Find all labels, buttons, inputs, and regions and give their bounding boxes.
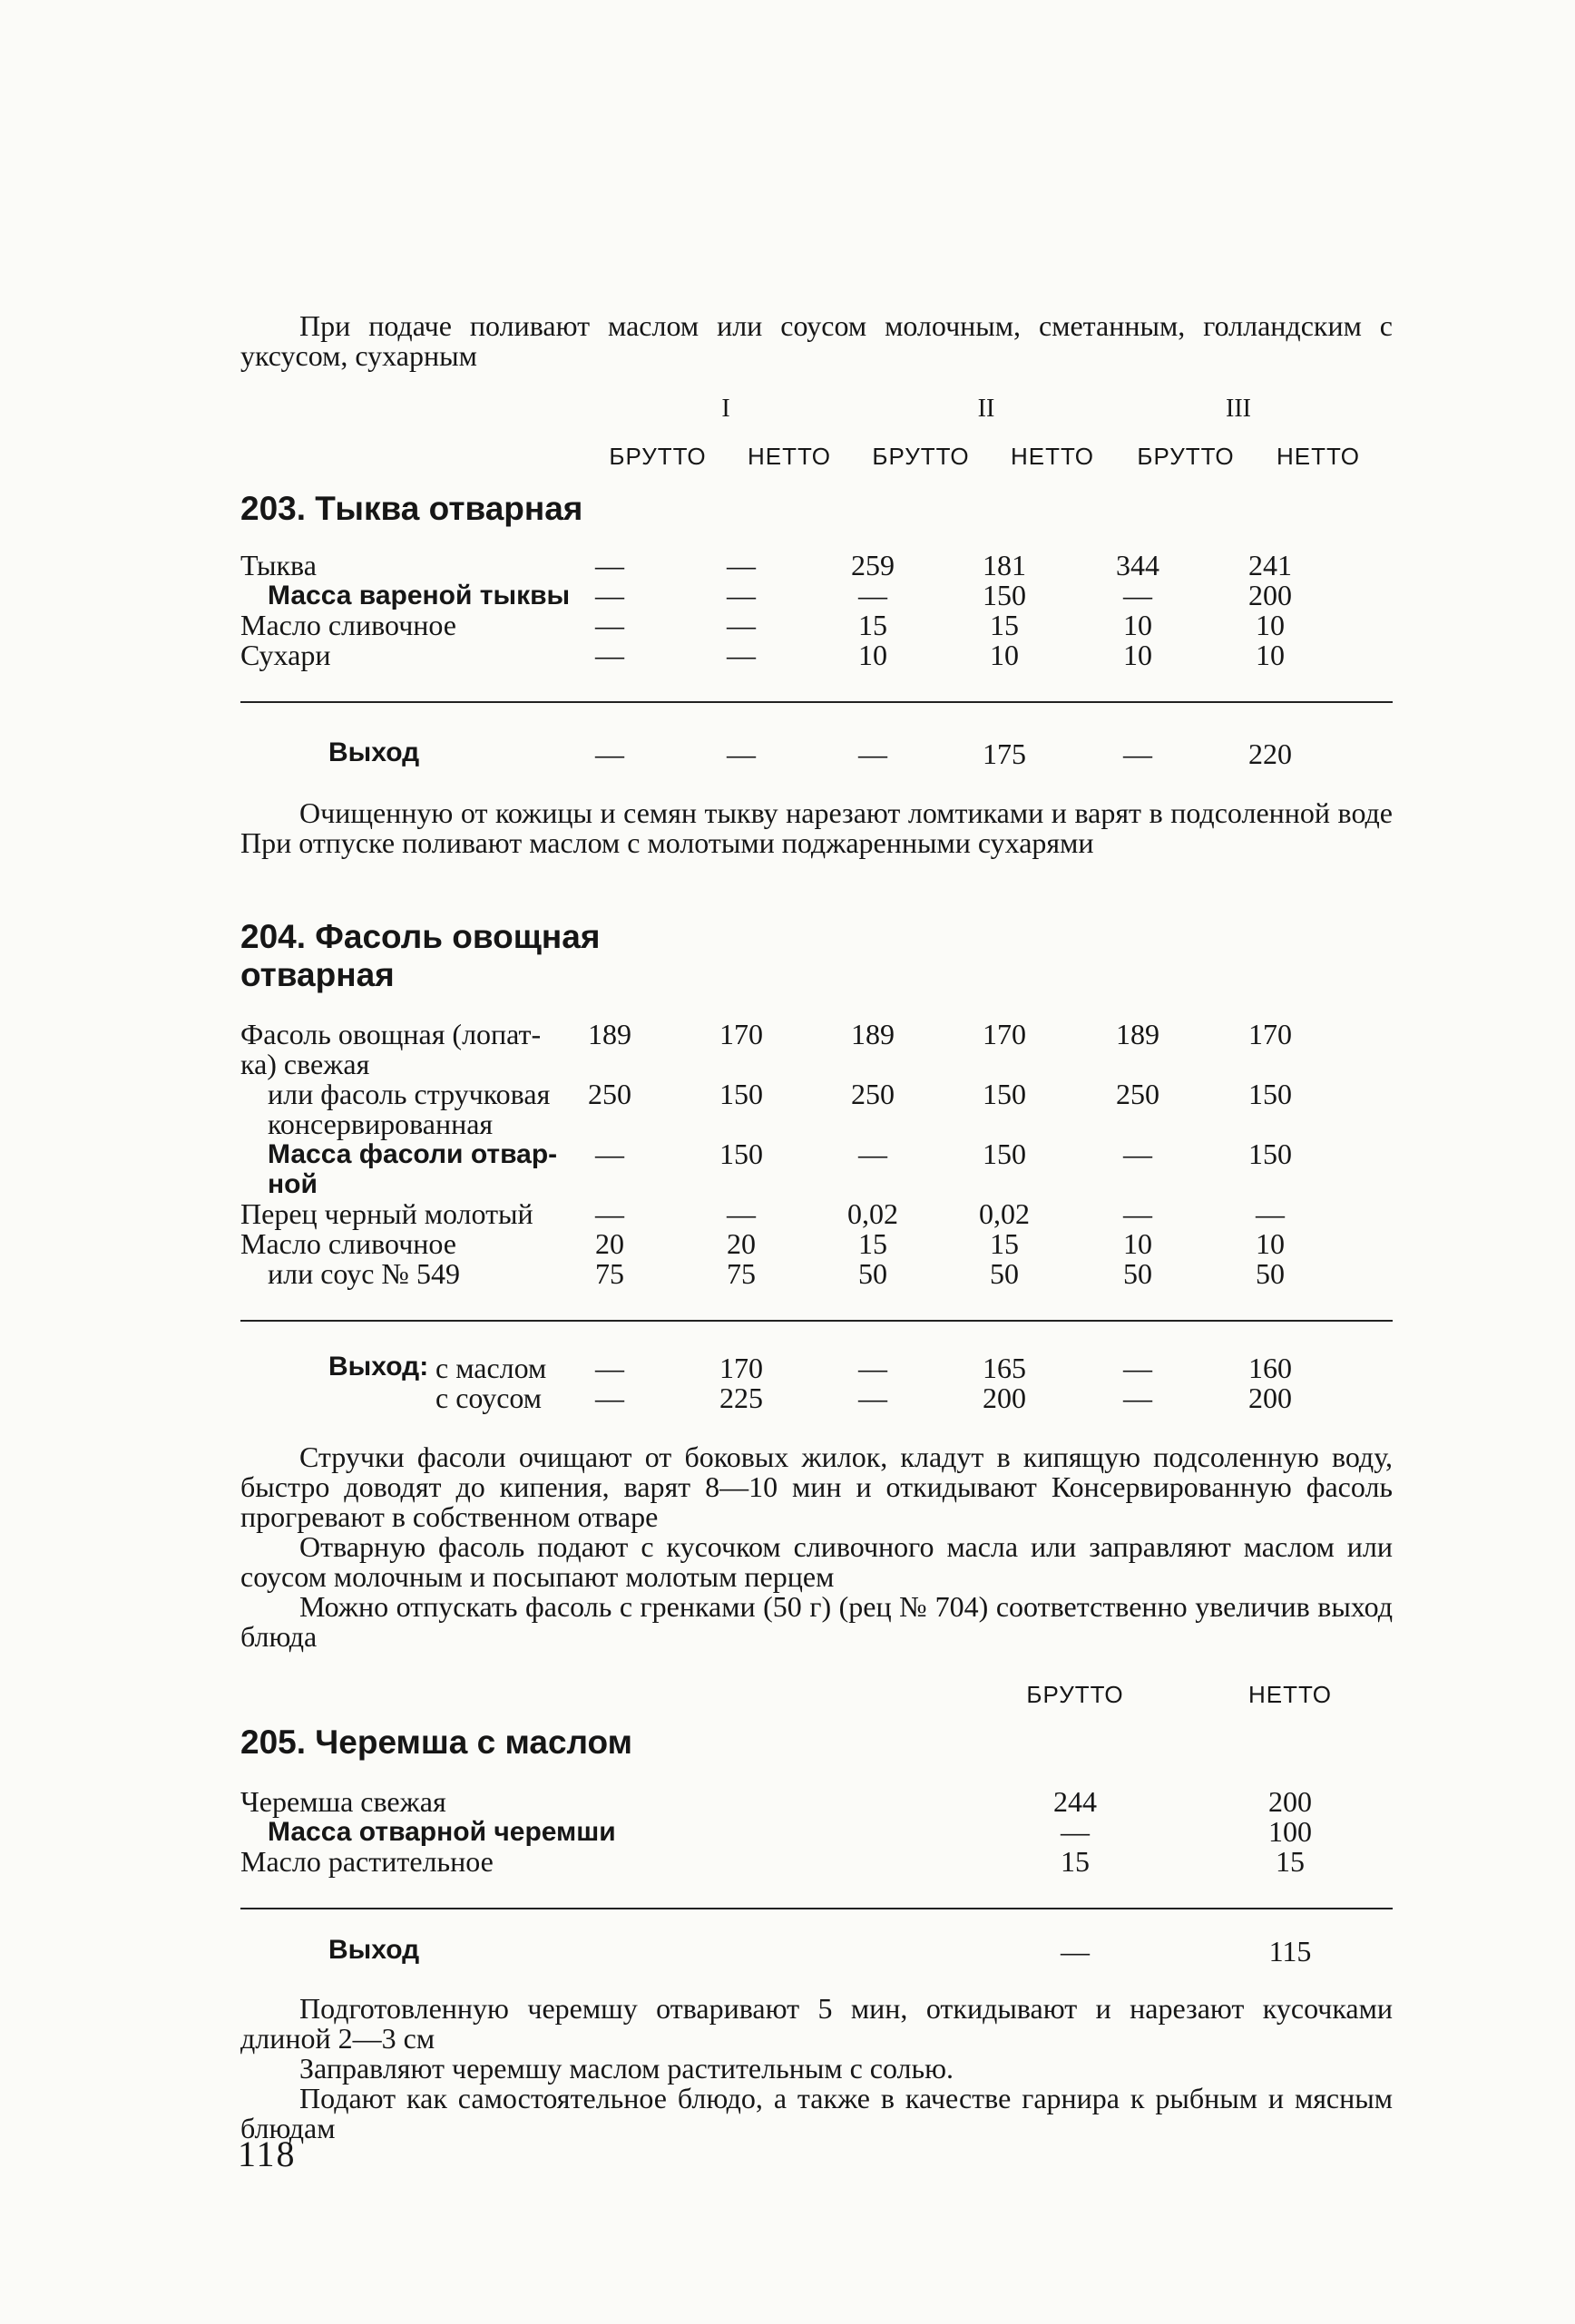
recipe-204-cell: 170 (1248, 1018, 1292, 1050)
recipe-204-cell: 20 (727, 1227, 756, 1260)
recipe-204-cell: 250 (1116, 1078, 1159, 1110)
col-brutto-1: БРУТТО (609, 443, 707, 470)
recipe-205-cell: 244 (1053, 1785, 1097, 1818)
recipe-203-cell: 10 (990, 639, 1019, 671)
recipe-203-cell: — (595, 579, 624, 611)
group-header-2: II (977, 395, 995, 423)
recipe-204-cell: 15 (990, 1227, 1019, 1260)
recipe-204-cell: 170 (983, 1018, 1026, 1050)
recipe-203-title: 203. Тыква отварная (240, 490, 583, 527)
recipe-204-cell: — (595, 1138, 624, 1170)
recipe-203-cell: — (1123, 579, 1152, 611)
recipe-203-cell: — (727, 579, 756, 611)
recipe-204-yield-cell: — (595, 1352, 624, 1384)
recipe-204-cell: 250 (851, 1078, 895, 1110)
intro-paragraph: При подаче поливают маслом или соусом молочным, сметанным, голландским с уксусом, сухарным (240, 309, 1393, 372)
recipe-204-yield-cell: 160 (1248, 1352, 1292, 1384)
recipe-205-yield-label: Выход (328, 1935, 420, 1965)
recipe-205-cell: 15 (1061, 1845, 1090, 1878)
recipe-203-cell: 181 (983, 549, 1026, 581)
recipe-204-cell: 75 (595, 1257, 624, 1290)
recipe-203-yield-cell: — (595, 737, 624, 770)
recipe-203-cell: — (727, 639, 756, 671)
recipe-204-yield-cell: — (858, 1382, 887, 1414)
recipe-204-row-label: ной (268, 1169, 318, 1199)
recipe-203-cell: 10 (1123, 639, 1152, 671)
group-header-1: I (721, 395, 730, 423)
recipe-203-yield-cell: 220 (1248, 737, 1292, 770)
r205-col-brutto: БРУТТО (1026, 1681, 1124, 1708)
recipe-205-cell: 15 (1276, 1845, 1305, 1878)
recipe-203-yield-cell: 175 (983, 737, 1026, 770)
recipe-205-yield-cell: — (1061, 1935, 1090, 1968)
recipe-204-cell: 0,02 (979, 1197, 1030, 1230)
recipe-204-row-label: Перец черный молотый (240, 1197, 533, 1230)
recipe-204-cell: 75 (727, 1257, 756, 1290)
recipe-204-yield-cell: 165 (983, 1352, 1026, 1384)
recipe-204-note-3: Можно отпускать фасоль с гренками (50 г) (рец № 704) соответственно увеличив выход блюда (240, 1590, 1393, 1653)
recipe-204-note-2: Отварную фасоль подают с кусочком сливочного масла или заправляют маслом или соусом молочным и посыпают молотым перцем (240, 1530, 1393, 1593)
recipe-204-yield-cell: — (858, 1352, 887, 1384)
recipe-204-cell: 50 (858, 1257, 887, 1290)
recipe-203-row-label: Масло сливочное (240, 609, 456, 641)
recipe-203-cell: — (595, 549, 624, 581)
page-number: 118 (238, 2134, 297, 2174)
recipe-203-cell: — (595, 609, 624, 641)
recipe-205-cell: 200 (1268, 1785, 1312, 1818)
recipe-204-row-label: ка) свежая (240, 1048, 370, 1080)
recipe-204-cell: 20 (595, 1227, 624, 1260)
recipe-204-cell: 50 (1123, 1257, 1152, 1290)
recipe-205-row-label: Масса отварной черемши (268, 1817, 616, 1847)
recipe-205-cell: — (1061, 1815, 1090, 1848)
recipe-204-cell: 10 (1123, 1227, 1152, 1260)
recipe-204-cell: 150 (719, 1078, 763, 1110)
recipe-203-cell: 10 (1256, 609, 1285, 641)
recipe-204-cell: 150 (983, 1138, 1026, 1170)
col-netto-3: НЕТТО (1277, 443, 1360, 470)
recipe-203-cell: 259 (851, 549, 895, 581)
recipe-204-cell: 150 (1248, 1078, 1292, 1110)
recipe-204-yield-cell: 200 (1248, 1382, 1292, 1414)
recipe-204-cell: 150 (983, 1078, 1026, 1110)
recipe-203-cell: 15 (858, 609, 887, 641)
recipe-205-row-label: Черемша свежая (240, 1785, 446, 1818)
recipe-204-cell: — (727, 1197, 756, 1230)
group-header-3: III (1226, 395, 1251, 423)
recipe-204-yield-row-label: с соусом (435, 1382, 543, 1414)
divider-rule (240, 701, 1393, 703)
recipe-203-cell: 241 (1248, 549, 1292, 581)
recipe-205-cell: 100 (1268, 1815, 1312, 1848)
recipe-204-row-label: консервированная (268, 1108, 494, 1140)
recipe-204-cell: 189 (1116, 1018, 1159, 1050)
recipe-205-title: 205. Черемша с маслом (240, 1723, 633, 1761)
recipe-203-note: Очищенную от кожицы и семян тыкву нарезают ломтиками и варят в подсоленной воде При отпуске поливают маслом с молотыми поджаренными сухарями (240, 796, 1393, 859)
recipe-204-title: 204. Фасоль овощная отварная (240, 918, 601, 993)
recipe-204-cell: 150 (719, 1138, 763, 1170)
recipe-204-cell: 150 (1248, 1138, 1292, 1170)
recipe-203-cell: — (858, 579, 887, 611)
recipe-204-yield-cell: 200 (983, 1382, 1026, 1414)
recipe-204-row-label: или соус № 549 (268, 1257, 460, 1290)
recipe-203-cell: 10 (1256, 639, 1285, 671)
r205-col-netto: НЕТТО (1248, 1681, 1332, 1708)
recipe-203-yield-cell: — (727, 737, 756, 770)
divider-rule (240, 1908, 1393, 1909)
recipe-204-cell: — (595, 1197, 624, 1230)
recipe-205-yield-cell: 115 (1268, 1935, 1312, 1968)
recipe-204-row-label: или фасоль стручковая (268, 1078, 551, 1110)
recipe-204-yield-cell: 225 (719, 1382, 763, 1414)
col-brutto-2: БРУТТО (872, 443, 970, 470)
recipe-204-yield-cell: 170 (719, 1352, 763, 1384)
recipe-205-note-1: Подготовленную черемшу отваривают 5 мин, откидывают и нарезают кусочками длиной 2—3 см (240, 1992, 1393, 2055)
recipe-204-cell: — (1123, 1197, 1152, 1230)
recipe-204-cell: 250 (588, 1078, 631, 1110)
recipe-204-cell: — (858, 1138, 887, 1170)
recipe-203-cell: 10 (858, 639, 887, 671)
col-netto-2: НЕТТО (1011, 443, 1094, 470)
recipe-204-row-label: Масса фасоли отвар- (268, 1139, 558, 1169)
recipe-204-yield-label: Выход: (328, 1352, 429, 1382)
recipe-204-cell: — (1256, 1197, 1285, 1230)
recipe-204-cell: 189 (851, 1018, 895, 1050)
recipe-204-cell: 170 (719, 1018, 763, 1050)
recipe-204-yield-cell: — (1123, 1352, 1152, 1384)
recipe-204-cell: 50 (990, 1257, 1019, 1290)
recipe-203-cell: 344 (1116, 549, 1159, 581)
recipe-204-yield-cell: — (595, 1382, 624, 1414)
recipe-203-row-label: Сухари (240, 639, 331, 671)
recipe-204-cell: 0,02 (847, 1197, 898, 1230)
recipe-205-row-label: Масло растительное (240, 1845, 494, 1878)
recipe-203-cell: 15 (990, 609, 1019, 641)
recipe-205-note-2: Заправляют черемшу маслом растительным с солью. (299, 2052, 954, 2085)
col-netto-1: НЕТТО (748, 443, 831, 470)
recipe-204-cell: 50 (1256, 1257, 1285, 1290)
recipe-203-row-label: Тыква (240, 549, 317, 581)
recipe-204-cell: 189 (588, 1018, 631, 1050)
recipe-204-cell: — (1123, 1138, 1152, 1170)
recipe-204-cell: 10 (1256, 1227, 1285, 1260)
recipe-203-yield-label: Выход (328, 737, 420, 767)
recipe-204-cell: 15 (858, 1227, 887, 1260)
recipe-203-yield-cell: — (858, 737, 887, 770)
recipe-203-cell: 150 (983, 579, 1026, 611)
recipe-203-cell: — (727, 609, 756, 641)
recipe-203-cell: — (727, 549, 756, 581)
recipe-205-note-3: Подают как самостоятельное блюдо, а также в качестве гарнира к рыбным и мясным блюдам (240, 2082, 1393, 2144)
recipe-203-cell: 200 (1248, 579, 1292, 611)
recipe-204-row-label: Масло сливочное (240, 1227, 456, 1260)
recipe-203-row-label: Масса вареной тыквы (268, 581, 571, 610)
recipe-204-yield-cell: — (1123, 1382, 1152, 1414)
recipe-204-yield-row-label: с маслом (435, 1352, 547, 1384)
recipe-203-cell: — (595, 639, 624, 671)
recipe-203-yield-cell: — (1123, 737, 1152, 770)
divider-rule (240, 1320, 1393, 1322)
recipe-204-row-label: Фасоль овощная (лопат- (240, 1018, 542, 1050)
recipe-204-note-1: Стручки фасоли очищают от боковых жилок, кладут в кипящую подсоленную воду, быстро доводят до кипения, варят 8—10 мин и откидывают Консервированную фасоль прогревают в собственном отваре (240, 1440, 1393, 1533)
col-brutto-3: БРУТТО (1137, 443, 1235, 470)
recipe-203-cell: 10 (1123, 609, 1152, 641)
